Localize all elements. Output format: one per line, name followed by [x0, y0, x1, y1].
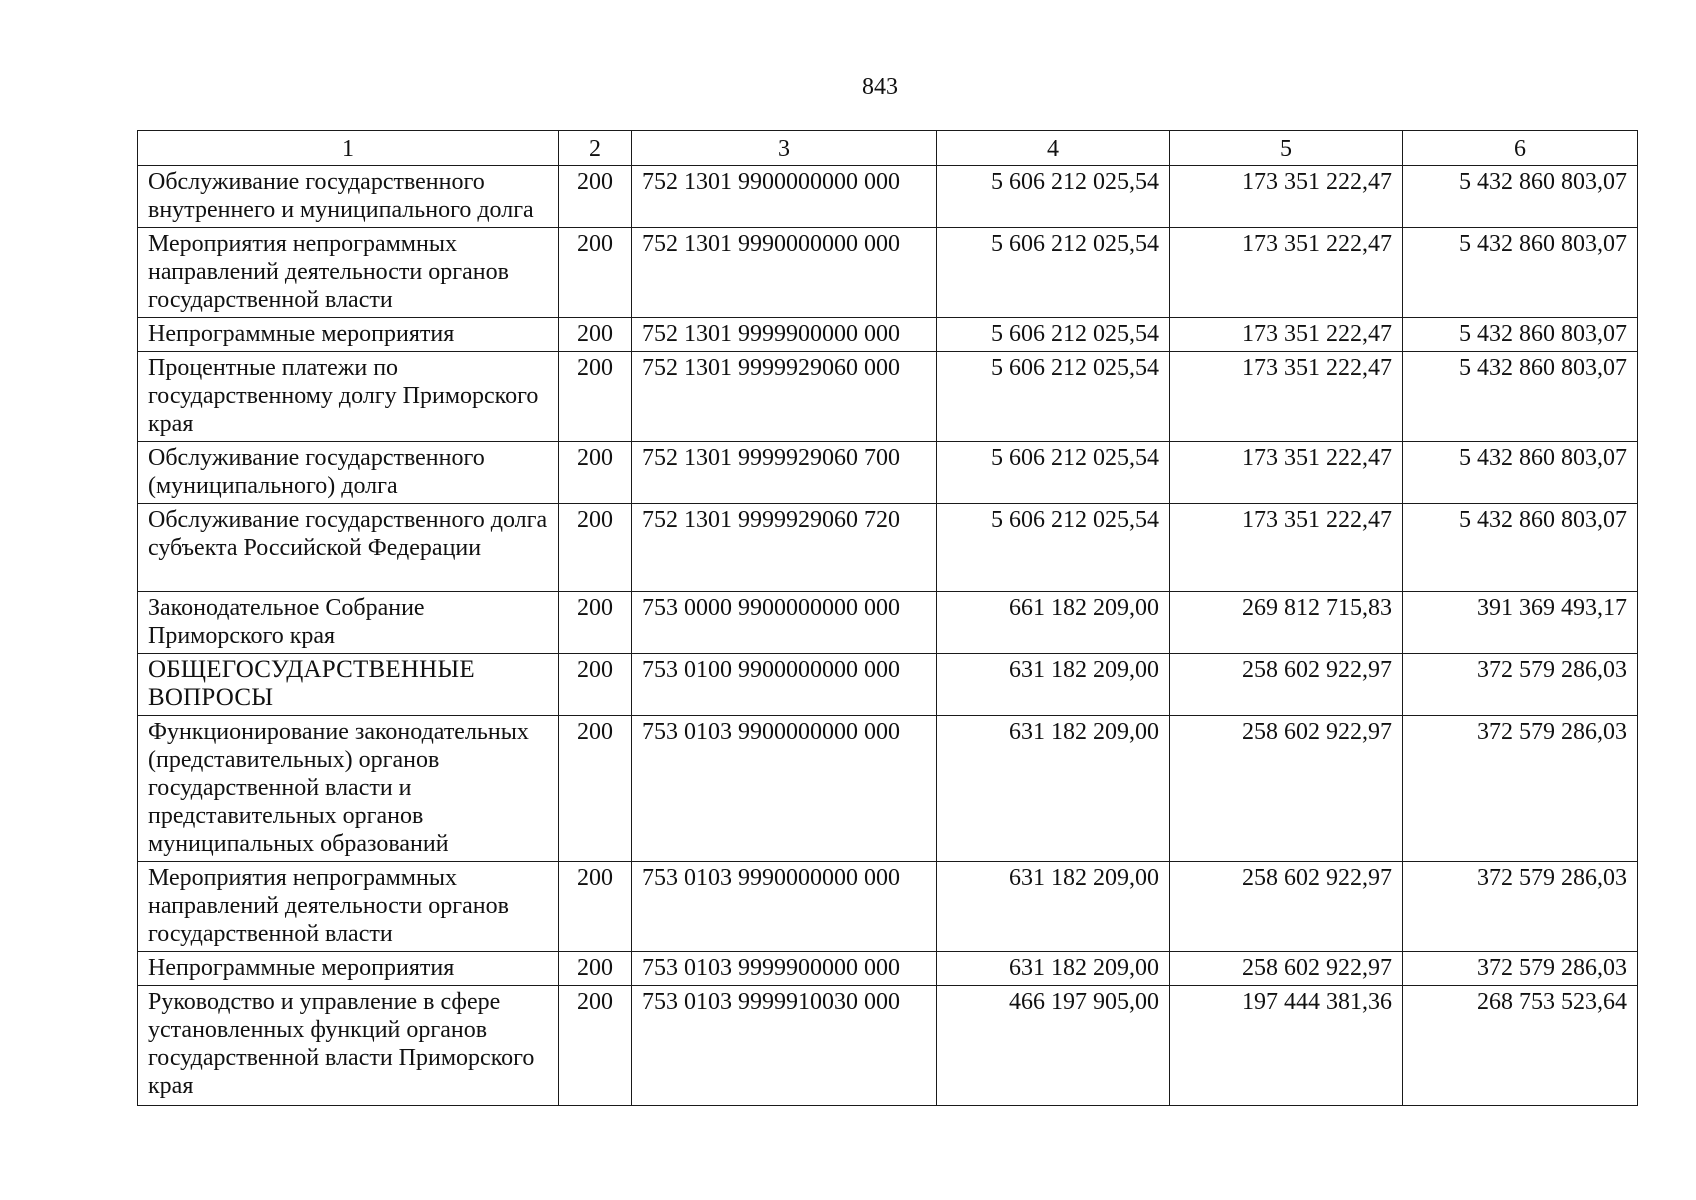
row-code: 200 [559, 716, 632, 862]
row-code: 200 [559, 654, 632, 716]
row-name: Руководство и управление в сфере установленных функций органов государственной власти Приморского края [138, 986, 559, 1106]
row-value-col4: 631 182 209,00 [937, 654, 1170, 716]
table-row [138, 352, 1638, 442]
row-classification-code: 752 1301 9900000000 000 [632, 166, 937, 228]
row-code: 200 [559, 592, 632, 654]
row-value-col6: 391 369 493,17 [1403, 592, 1638, 654]
row-code: 200 [559, 352, 632, 442]
row-value-col6: 5 432 860 803,07 [1403, 504, 1638, 592]
row-name: Обслуживание государственного (муниципального) долга [138, 442, 559, 504]
row-value-col6: 372 579 286,03 [1403, 862, 1638, 952]
row-value-col5: 197 444 381,36 [1170, 986, 1403, 1106]
column-header: 2 [559, 131, 632, 166]
row-classification-code: 753 0103 9990000000 000 [632, 862, 937, 952]
table-row [138, 504, 1638, 592]
table-row [138, 862, 1638, 952]
row-value-col6: 5 432 860 803,07 [1403, 352, 1638, 442]
row-value-col4: 5 606 212 025,54 [937, 352, 1170, 442]
row-code: 200 [559, 986, 632, 1106]
row-value-col6: 5 432 860 803,07 [1403, 318, 1638, 352]
row-name: Непрограммные мероприятия [138, 952, 559, 986]
row-name: Мероприятия непрограммных направлений деятельности органов государственной власти [138, 862, 559, 952]
row-value-col5: 173 351 222,47 [1170, 166, 1403, 228]
table-header-row [138, 131, 1638, 166]
row-classification-code: 753 0103 9900000000 000 [632, 716, 937, 862]
row-value-col6: 372 579 286,03 [1403, 952, 1638, 986]
row-code: 200 [559, 228, 632, 318]
row-code: 200 [559, 166, 632, 228]
row-value-col5: 173 351 222,47 [1170, 504, 1403, 592]
table-row [138, 716, 1638, 862]
row-name: Законодательное Собрание Приморского края [138, 592, 559, 654]
row-code: 200 [559, 504, 632, 592]
row-value-col5: 258 602 922,97 [1170, 654, 1403, 716]
table-row [138, 318, 1638, 352]
row-name: Обслуживание государственного долга субъекта Российской Федерации [138, 504, 559, 592]
row-value-col5: 269 812 715,83 [1170, 592, 1403, 654]
row-value-col4: 661 182 209,00 [937, 592, 1170, 654]
column-header: 4 [937, 131, 1170, 166]
row-classification-code: 753 0000 9900000000 000 [632, 592, 937, 654]
row-value-col5: 258 602 922,97 [1170, 716, 1403, 862]
row-value-col4: 5 606 212 025,54 [937, 318, 1170, 352]
row-value-col6: 372 579 286,03 [1403, 716, 1638, 862]
row-value-col4: 5 606 212 025,54 [937, 504, 1170, 592]
row-name: Функционирование законодательных (представительных) органов государственной власти и представительных органов муниципальных образований [138, 716, 559, 862]
row-code: 200 [559, 952, 632, 986]
row-value-col6: 5 432 860 803,07 [1403, 442, 1638, 504]
row-value-col4: 466 197 905,00 [937, 986, 1170, 1106]
row-classification-code: 752 1301 9999900000 000 [632, 318, 937, 352]
table-row [138, 986, 1638, 1106]
row-value-col5: 173 351 222,47 [1170, 318, 1403, 352]
table-row [138, 166, 1638, 228]
table-row [138, 592, 1638, 654]
row-value-col4: 631 182 209,00 [937, 952, 1170, 986]
table-row [138, 228, 1638, 318]
row-value-col6: 372 579 286,03 [1403, 654, 1638, 716]
row-name: ОБЩЕГОСУДАРСТВЕННЫЕ ВОПРОСЫ [138, 654, 559, 716]
row-code: 200 [559, 318, 632, 352]
row-value-col4: 631 182 209,00 [937, 862, 1170, 952]
row-value-col4: 631 182 209,00 [937, 716, 1170, 862]
row-name: Мероприятия непрограммных направлений деятельности органов государственной власти [138, 228, 559, 318]
column-header: 6 [1403, 131, 1638, 166]
row-name: Непрограммные мероприятия [138, 318, 559, 352]
budget-table [137, 130, 1638, 1106]
row-value-col4: 5 606 212 025,54 [937, 228, 1170, 318]
column-header: 1 [138, 131, 559, 166]
row-classification-code: 753 0103 9999900000 000 [632, 952, 937, 986]
row-value-col5: 258 602 922,97 [1170, 862, 1403, 952]
row-value-col5: 173 351 222,47 [1170, 228, 1403, 318]
column-header: 5 [1170, 131, 1403, 166]
row-value-col6: 268 753 523,64 [1403, 986, 1638, 1106]
column-header: 3 [632, 131, 937, 166]
row-classification-code: 752 1301 9999929060 700 [632, 442, 937, 504]
row-value-col6: 5 432 860 803,07 [1403, 228, 1638, 318]
row-value-col4: 5 606 212 025,54 [937, 166, 1170, 228]
table-row [138, 442, 1638, 504]
row-code: 200 [559, 862, 632, 952]
row-value-col5: 173 351 222,47 [1170, 352, 1403, 442]
row-name: Обслуживание государственного внутреннего и муниципального долга [138, 166, 559, 228]
row-classification-code: 752 1301 9999929060 720 [632, 504, 937, 592]
row-value-col5: 173 351 222,47 [1170, 442, 1403, 504]
row-name: Процентные платежи по государственному долгу Приморского края [138, 352, 559, 442]
page-number: 843 [862, 74, 898, 100]
row-code: 200 [559, 442, 632, 504]
table-row [138, 654, 1638, 716]
row-value-col4: 5 606 212 025,54 [937, 442, 1170, 504]
row-classification-code: 753 0103 9999910030 000 [632, 986, 937, 1106]
row-classification-code: 752 1301 9999929060 000 [632, 352, 937, 442]
row-value-col6: 5 432 860 803,07 [1403, 166, 1638, 228]
row-classification-code: 752 1301 9990000000 000 [632, 228, 937, 318]
row-value-col5: 258 602 922,97 [1170, 952, 1403, 986]
table-row [138, 952, 1638, 986]
row-classification-code: 753 0100 9900000000 000 [632, 654, 937, 716]
